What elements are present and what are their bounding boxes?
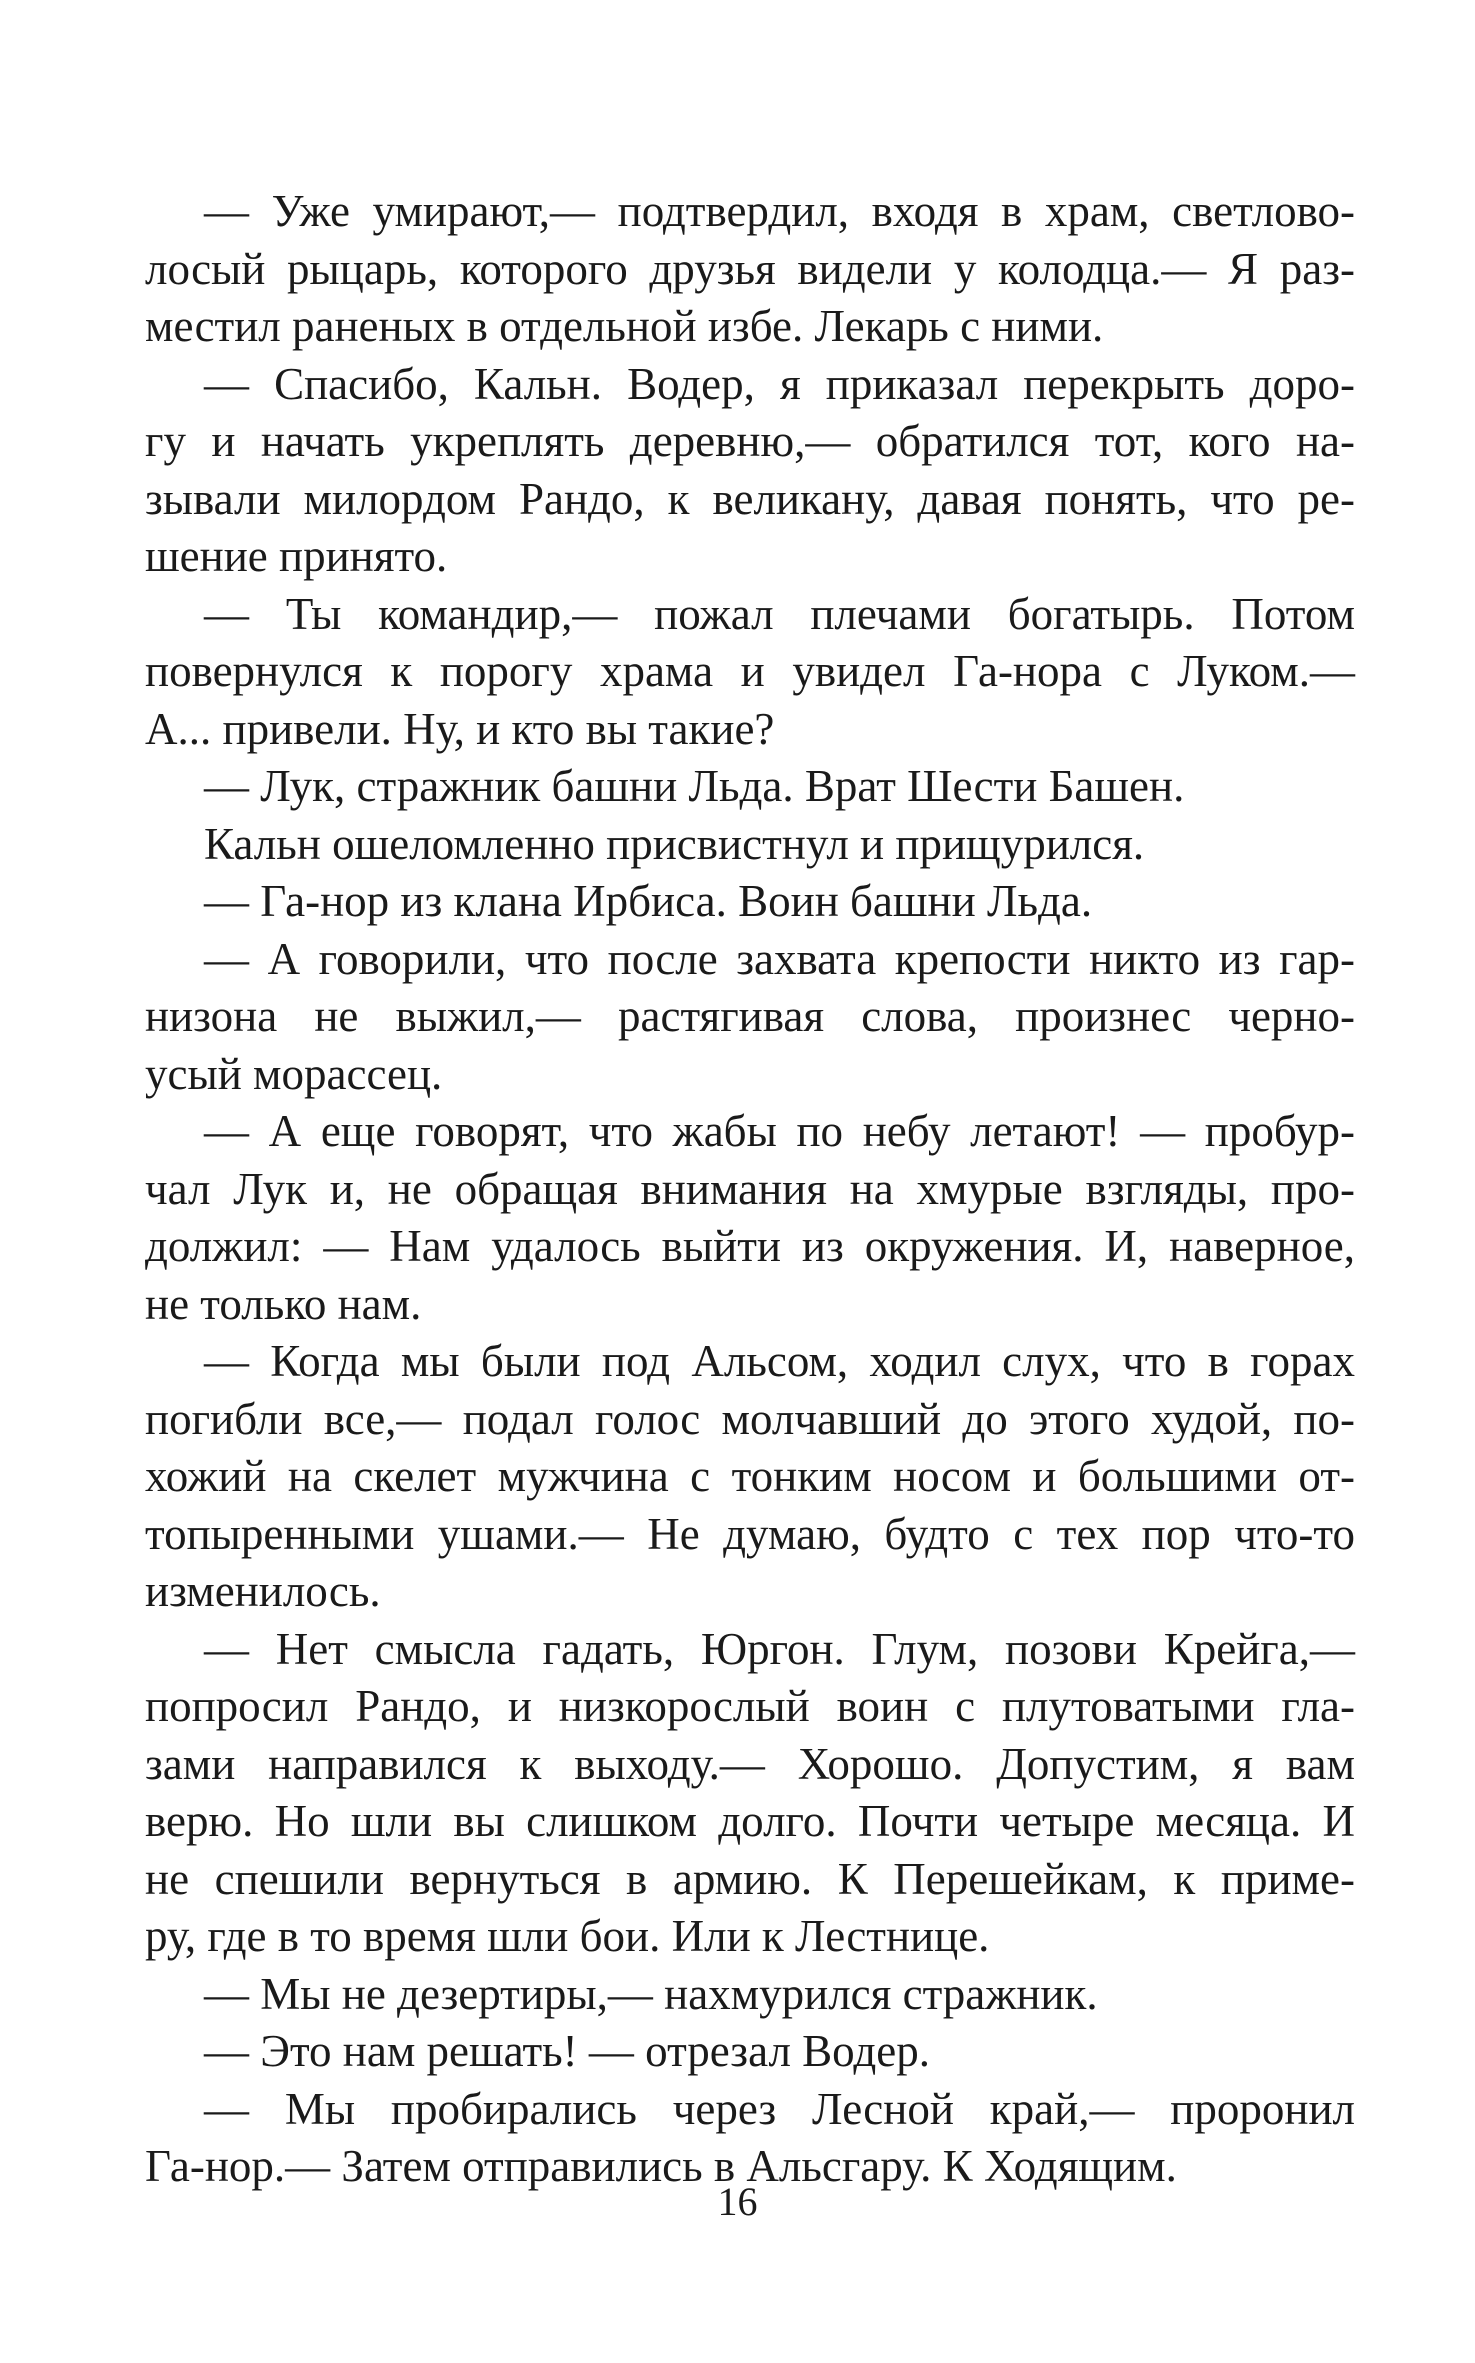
- text-line: — Лук, стражник башни Льда. Врат Шести Башен.: [204, 761, 1185, 811]
- text-line: лосый рыцарь, которого друзья видели у колодца.— Я раз-: [145, 243, 1355, 294]
- text-line: — Га-нор из клана Ирбиса. Воин башни Льда.: [204, 876, 1093, 926]
- text-line: топыренными ушами.— Не думаю, будто с тех пор что-то: [145, 1508, 1355, 1559]
- text-line: должил: — Нам удалось выйти из окружения. И, наверное,: [145, 1221, 1355, 1271]
- text-line: низона не выжил,— растягивая слова, произнес черно-: [145, 991, 1355, 1041]
- text-line: — Нет смысла гадать, Юргон. Глум, позови Крейга,—: [204, 1623, 1355, 1674]
- text-line: Га-нор.— Затем отправились в Альсгару. К Ходящим.: [145, 2141, 1177, 2191]
- text-line: чал Лук и, не обращая внимания на хмурые взгляды, про-: [145, 1163, 1355, 1214]
- text-line: — Когда мы были под Альсом, ходил слух, что в горах: [204, 1336, 1355, 1386]
- page-body: [145, 183, 1355, 2196]
- text-line: — Мы не дезертиры,— нахмурился стражник.: [204, 1968, 1098, 2019]
- text-line: местил раненых в отдельной избе. Лекарь с ними.: [145, 301, 1104, 351]
- text-line: попросил Рандо, и низкорослый воин с плутоватыми гла-: [145, 1681, 1355, 1731]
- text-line: шение принято.: [145, 531, 448, 581]
- text-line: зами направился к выходу.— Хорошо. Допустим, я вам: [145, 1738, 1355, 1789]
- text-line: — Ты командир,— пожал плечами богатырь. Потом: [204, 588, 1355, 639]
- text-line: не спешили вернуться в армию. К Перешейкам, к приме-: [145, 1853, 1355, 1904]
- text-line: — Это нам решать! — отрезал Водер.: [204, 2026, 930, 2076]
- text-line: Кальн ошеломленно присвистнул и прищурился.: [204, 818, 1145, 869]
- text-line: повернулся к порогу храма и увидел Га-нора с Луком.—: [145, 646, 1355, 696]
- text-line: — Уже умирают,— подтвердил, входя в храм, светлово-: [204, 186, 1355, 236]
- text-line: — А говорили, что после захвата крепости никто из гар-: [204, 933, 1355, 984]
- text-line: — А еще говорят, что жабы по небу летают! — пробур-: [204, 1106, 1355, 1156]
- text-line: ру, где в то время шли бои. Или к Лестнице.: [145, 1911, 990, 1961]
- text-line: зывали милордом Рандо, к великану, давая понять, что ре-: [145, 473, 1355, 524]
- text-line: изменилось.: [145, 1566, 381, 1616]
- text-line: — Мы пробирались через Лесной край,— проронил: [204, 2083, 1355, 2134]
- text-line: не только нам.: [145, 1278, 422, 1329]
- text-line: гу и начать укреплять деревню,— обратился тот, кого на-: [145, 416, 1355, 466]
- page-number: 16: [717, 2179, 758, 2224]
- text-line: — Спасибо, Кальн. Водер, я приказал перекрыть доро-: [204, 358, 1355, 409]
- text-line: погибли все,— подал голос молчавший до этого худой, по-: [145, 1393, 1355, 1444]
- text-line: А... привели. Ну, и кто вы такие?: [145, 703, 775, 754]
- text-line: верю. Но шли вы слишком долго. Почти четыре месяца. И: [145, 1796, 1355, 1846]
- text-line: усый морассец.: [145, 1048, 443, 1099]
- text-line: хожий на скелет мужчина с тонким носом и большими от-: [145, 1451, 1355, 1501]
